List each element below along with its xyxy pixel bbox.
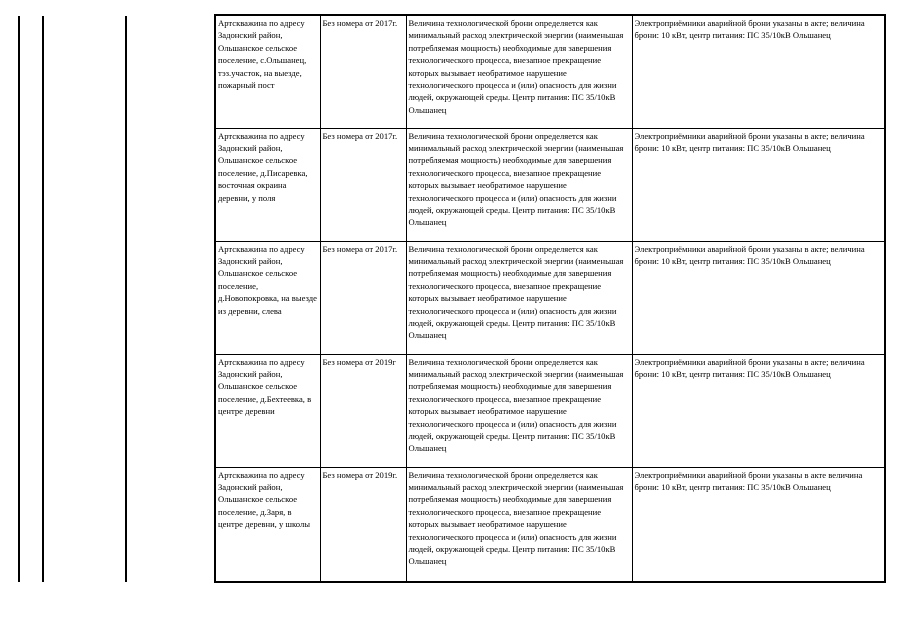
table-row [215,241,885,354]
table-row [215,354,885,467]
note-cell: Электроприёмники аварийной брони указаны в акте; величина брони: 10 кВт, центр питания: ПС 35/10кВ Ольшанец [632,128,885,241]
note-cell: Электроприёмники аварийной брони указаны в акте; величина брони: 10 кВт, центр питания: ПС 35/10кВ Ольшанец [632,15,885,128]
table-row [215,467,885,582]
description-cell: Величина технологической брони определяется как минимальный расход электрической энергии (наименьшая потребляемая мощность) необходимые для завершения технологического процесса, внезапное прекращение которых вызывает необратимое нарушение технологического процесса и (или) опасность для жизни людей, окружающей среды. Центр питания: ПС 35/10кВ Ольшанец [406,467,632,582]
object-cell: Артскважина по адресу Задонский район, Ольшанское сельское поселение, д.Писаревка, восточная окраина деревни, у поля [215,128,320,241]
description-cell: Величина технологической брони определяется как минимальный расход электрической энергии (наименьшая потребляемая мощность) необходимые для завершения технологического процесса, внезапное прекращение которых вызывает необратимое нарушение технологического процесса и (или) опасность для жизни людей, окружающей среды. Центр питания: ПС 35/10кВ Ольшанец [406,15,632,128]
table-row [215,128,885,241]
act-number-cell: Без номера от 2019г. [320,467,406,582]
note-cell: Электроприёмники аварийной брони указаны в акте; величина брони: 10 кВт, центр питания: ПС 35/10кВ Ольшанец [632,241,885,354]
left-border-line [18,16,20,582]
act-number-cell: Без номера от 2017г. [320,128,406,241]
note-cell: Электроприёмники аварийной брони указаны в акте; величина брони: 10 кВт, центр питания: ПС 35/10кВ Ольшанец [632,354,885,467]
object-cell: Артскважина по адресу Задонский район, Ольшанское сельское поселение, д.Новопокровка, на выезде из деревни, слева [215,241,320,354]
act-number-cell: Без номера от 2017г. [320,241,406,354]
reserve-table [214,14,886,583]
description-cell: Величина технологической брони определяется как минимальный расход электрической энергии (наименьшая потребляемая мощность) необходимые для завершения технологического процесса, внезапное прекращение которых вызывает необратимое нарушение технологического процесса и (или) опасность для жизни людей, окружающей среды. Центр питания: ПС 35/10кВ Ольшанец [406,241,632,354]
object-cell: Артскважина по адресу Задонский район, Ольшанское сельское поселение, д.Заря, в центре деревни, у школы [215,467,320,582]
act-number-cell: Без номера от 2019г [320,354,406,467]
act-number-cell: Без номера от 2017г. [320,15,406,128]
description-cell: Величина технологической брони определяется как минимальный расход электрической энергии (наименьшая потребляемая мощность) необходимые для завершения технологического процесса, внезапное прекращение которых вызывает необратимое нарушение технологического процесса и (или) опасность для жизни людей, окружающей среды. Центр питания: ПС 35/10кВ Ольшанец [406,128,632,241]
table-row [215,15,885,128]
object-cell: Артскважина по адресу Задонский район, Ольшанское сельское поселение, с.Ольшанец, тэз.участок, на выезде, пожарный пост [215,15,320,128]
left-border-line [125,16,127,582]
description-cell: Величина технологической брони определяется как минимальный расход электрической энергии (наименьшая потребляемая мощность) необходимые для завершения технологического процесса, внезапное прекращение которых вызывает необратимое нарушение технологического процесса и (или) опасность для жизни людей, окружающей среды. Центр питания: ПС 35/10кВ Ольшанец [406,354,632,467]
object-cell: Артскважина по адресу Задонский район, Ольшанское сельское поселение, д.Бехтеевка, в центре деревни [215,354,320,467]
note-cell: Электроприёмники аварийной брони указаны в акте величина брони: 10 кВт, центр питания: ПС 35/10кВ Ольшанец [632,467,885,582]
left-border-line [42,16,44,582]
